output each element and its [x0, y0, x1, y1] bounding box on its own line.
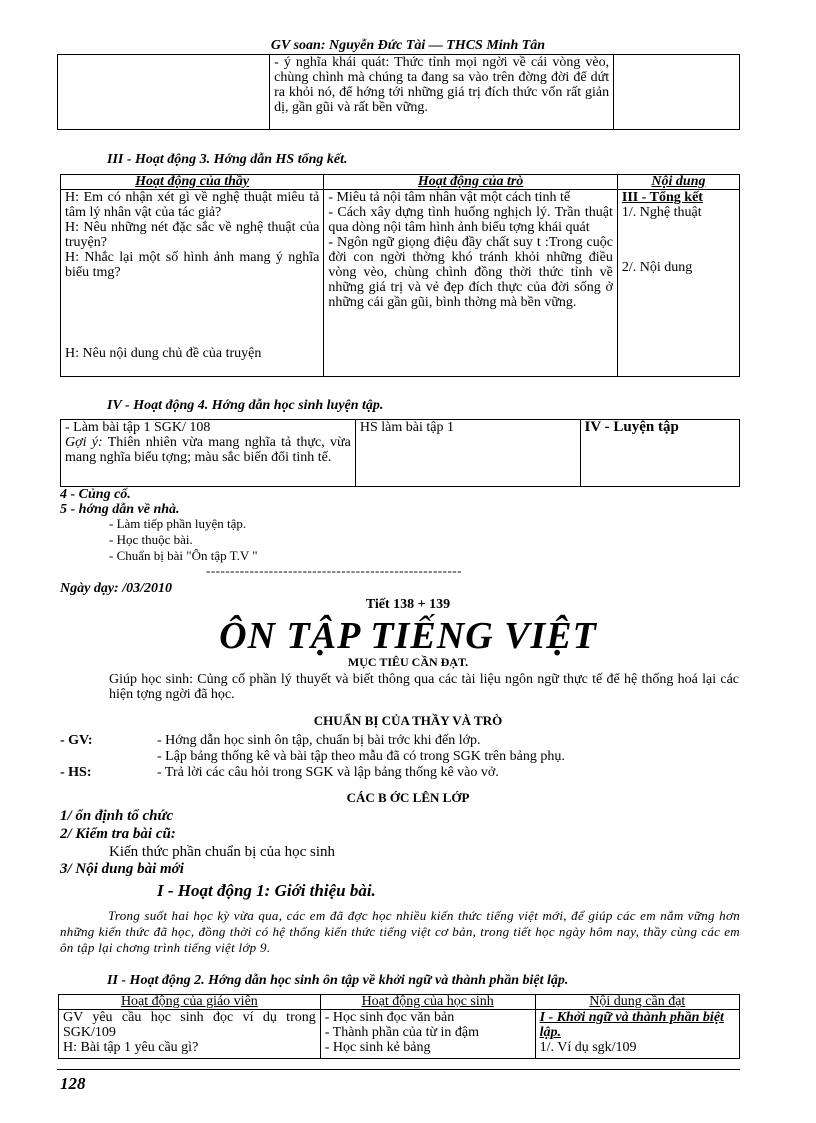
section3-heading: III - Hoạt động 3. Hớng dẫn HS tổng kết. — [107, 152, 348, 167]
activity2-heading: II - Hoạt động 2. Hớng dẫn học sinh ôn tập về khởi ngữ và thành phần biệt lập. — [107, 973, 569, 988]
practice-student-cell: HS làm bài tập 1 — [355, 420, 580, 487]
review-content-example: 1/. Ví dụ sgk/109 — [539, 1040, 637, 1055]
step-3: 3/ Nội dung bài mới — [60, 861, 184, 877]
homework-3: - Chuẩn bị bài "Ôn tập T.V " — [109, 548, 258, 563]
empty-cell — [58, 55, 270, 130]
gv-line-2: - Lập bảng thống kê và bài tập theo mẫu đã có trong SGK trên bảng phụ. — [157, 749, 565, 764]
answer-3: - Ngôn ngữ giọng điệu đầy chất suy t :Trong cuộc đời con ngời thờng khó tránh khỏi những điều vòng vèo, chùng chình đồng thời thức tỉnh về những giá trị và vẻ đẹp đích thực của đời sống ở những cái gần gũi, bình thờng mà bền vững. — [328, 235, 613, 310]
meaning-cell: - ý nghĩa khái quát: Thức tỉnh mọi ngời về cái vòng vèo, chùng chình mà chúng ta đang sa vào trên đờng đời để dứt ra khỏi nó, để hớng tới những giá trị đích thức vốn rất giản dị, gần gũi và rất bền vững. — [270, 55, 614, 130]
answer-2: - Cách xây dựng tình huống nghịch lý. Trần thuật qua dòng nội tâm hình ảnh biểu tợng khái quát — [328, 205, 613, 235]
homework-2: - Học thuộc bài. — [109, 532, 193, 547]
hint-text: Thiên nhiên vừa mang nghĩa tả thực, vừa mang nghĩa biểu tợng; màu sắc biến đổi tinh tế. — [65, 435, 351, 465]
page-title: ÔN TẬP TIẾNG VIỆT — [219, 615, 597, 657]
review-content-heading: I - Khởi ngữ và thành phần biệt lập. — [539, 1010, 724, 1040]
answer-1: - Miêu tả nội tâm nhân vật một cách tinh tế — [328, 190, 571, 205]
review-answer-1: - Học sinh đọc văn bản — [324, 1010, 455, 1025]
practice-task: - Làm bài tập 1 SGK/ 108 — [65, 420, 211, 435]
student-cell — [324, 190, 618, 377]
question-3: H: Nhắc lại một số hình ảnh mang ý nghĩa biểu tmg? — [65, 250, 320, 280]
col-header-teacher: Hoạt động của giáo viên — [59, 995, 321, 1010]
step-1: 1/ ổn định tổ chức — [60, 808, 174, 824]
item-homework: 5 - hớng dẫn về nhà. — [60, 502, 180, 517]
content-heading: III - Tổng kết — [621, 190, 703, 205]
item-consolidate: 4 - Củng cố. — [60, 487, 131, 502]
col-header-content: Nội dung — [617, 175, 739, 190]
teacher-cell — [61, 190, 324, 377]
review-task-1: GV yêu cầu học sinh đọc ví dụ trong SGK/109 — [63, 1010, 316, 1040]
hs-label: - HS: — [60, 765, 92, 780]
summary-table — [60, 174, 740, 377]
step-2-text: Kiến thức phần chuẩn bị của học sinh — [109, 844, 335, 860]
review-content-cell — [535, 1010, 739, 1059]
col-header-student: Hoạt động của trò — [324, 175, 618, 190]
content-art: 1/. Nghệ thuật — [621, 205, 702, 220]
col-header-teacher: Hoạt động của thầy — [61, 175, 324, 190]
practice-task-cell — [61, 420, 356, 487]
content-theme: 2/. Nội dung — [621, 260, 693, 275]
review-table — [58, 994, 740, 1059]
practice-table — [60, 419, 740, 487]
activity1-heading: I - Hoạt động 1: Giới thiệu bài. — [157, 881, 376, 900]
section4-heading: IV - Hoạt động 4. Hớng dẫn học sinh luyện tập. — [107, 398, 384, 413]
question-2: H: Nêu những nét đặc sắc về nghệ thuật của truyện? — [65, 220, 320, 250]
prep-heading: CHUẨN BỊ CỦA THẦY VÀ TRÒ — [313, 713, 503, 728]
gv-label: - GV: — [60, 733, 93, 748]
page-number: 128 — [60, 1074, 86, 1093]
review-student-cell — [320, 1010, 535, 1059]
goal-text: Giúp học sinh: Củng cố phần lý thuyết và biết thông qua các tài liệu ngôn ngữ thực tế để hệ thống hoá lại các hiện tợng ngời đã học. — [109, 672, 739, 702]
page-header: GV soan: Nguyễn Đức Tài — THCS Minh Tân — [270, 38, 546, 53]
continuation-table — [57, 54, 740, 130]
review-teacher-cell — [59, 1010, 321, 1059]
footer-rule — [57, 1069, 740, 1070]
divider: ----------------------------------------------------- — [206, 563, 462, 578]
activity1-text: Trong suốt hai học kỳ vừa qua, các em đã đợc học nhiều kiến thức tiếng việt mới, để giúp các em nắm vững hơn những kiến thức đã học, đồng thời có hệ thống kiến thức tiếng việt cơ bản, trong tiết học ngày hôm nay, thầy cùng các em ôn tập lại chơng trình tiếng việt lớp 9. — [60, 908, 740, 955]
teaching-date: Ngày dạy: /03/2010 — [60, 581, 172, 596]
homework-1: - Làm tiếp phần luyện tập. — [109, 516, 247, 531]
review-answer-3: - Học sinh kẻ bảng — [324, 1040, 431, 1055]
lesson-number: Tiết 138 + 139 — [365, 597, 451, 612]
content-cell — [617, 190, 739, 377]
steps-heading: CÁC B ỚC LÊN LỚP — [346, 790, 470, 805]
question-4: H: Nêu nội dung chủ đề của truyện — [65, 346, 262, 361]
gv-line-1: - Hớng dẫn học sinh ôn tập, chuẩn bị bài trớc khi đến lớp. — [157, 733, 481, 748]
review-task-2: H: Bài tập 1 yêu cầu gì? — [63, 1040, 199, 1055]
goal-heading: MỤC TIÊU CẦN ĐẠT. — [347, 655, 469, 669]
empty-cell — [614, 55, 740, 130]
review-answer-2: - Thành phần của từ in đậm — [324, 1025, 480, 1040]
col-header-student: Hoạt động của học sinh — [320, 995, 535, 1010]
question-1: H: Em có nhận xét gì về nghệ thuật miêu tả tâm lý nhân vật của tác giả? — [65, 190, 320, 220]
col-header-content: Nội dung cần đạt — [535, 995, 739, 1010]
hint-label: Gợi ý: — [65, 435, 103, 450]
hs-line: - Trả lời các câu hỏi trong SGK và lập bảng thống kê vào vở. — [157, 765, 499, 780]
practice-content-cell: IV - Luyện tập — [580, 420, 739, 487]
step-2: 2/ Kiểm tra bài cũ: — [60, 826, 176, 842]
